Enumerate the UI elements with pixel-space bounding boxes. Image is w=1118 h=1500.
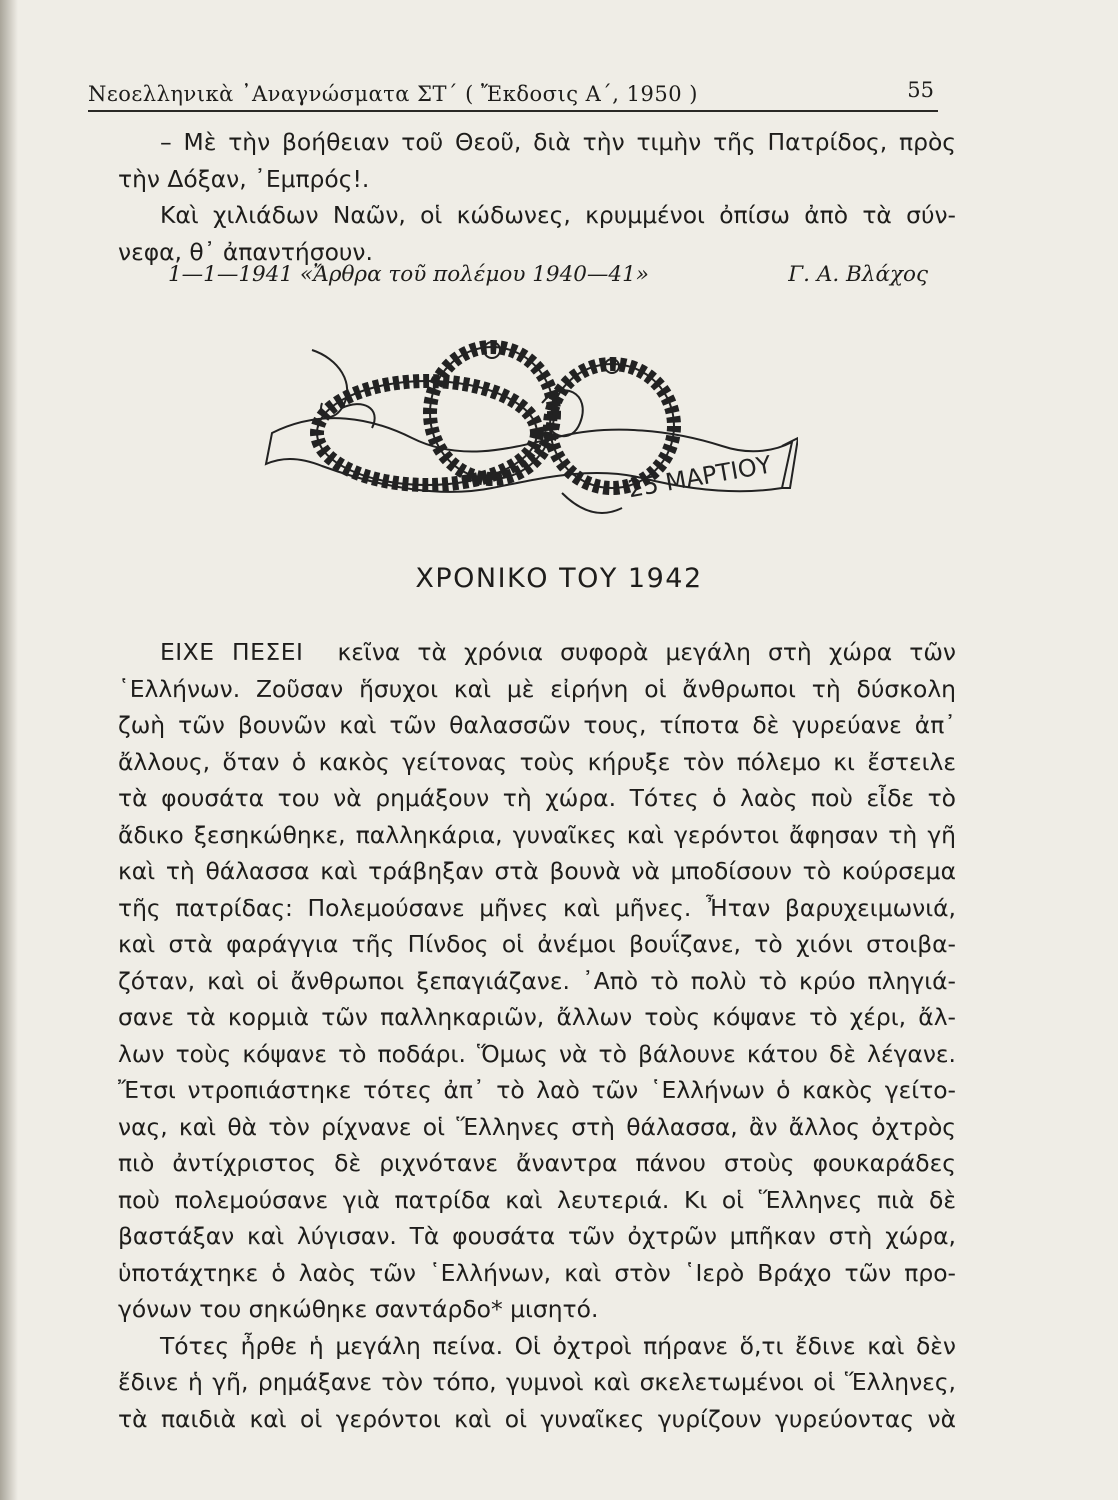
text-line: καὶ στὰ φαράγγια τῆς Πίνδος οἱ ἀνέμοι βουΐζανε, τὸ χιόνι στοιβα- <box>118 930 956 958</box>
text-line: καὶ τὴ θάλασσα καὶ τράβηξαν στὰ βουνὰ νὰ μποδίσουν τὸ κούρσεμα <box>118 857 956 885</box>
article-body <box>118 634 956 1437</box>
page-number: 55 <box>907 78 934 102</box>
text-line: ἄδικο ξεσηκώθηκε, παλληκάρια, γυναῖκες καὶ γερόντοι ἄφησαν τὴ γῆ <box>118 820 956 849</box>
wreath-ribbon-icon <box>262 338 798 534</box>
text-line: ὑποτάχτηκε ὁ λαὸς τῶν ῾Ελλήνων, καὶ στὸν ῾Ιερὸ Βράχο τῶν προ- <box>118 1258 956 1287</box>
text-line: ποὺ πολεμούσανε γιὰ πατρίδα καὶ λευτεριά. Κι οἱ Ἕλληνες πιὰ δὲ <box>118 1185 956 1214</box>
text-line: ἔδινε ἡ γῆ, ρημάξανε τὸν τόπο, γυμνοὶ καὶ σκελετωμένοι οἱ Ἕλληνες, <box>118 1368 956 1396</box>
text-line: Καὶ χιλιάδων Ναῶν, οἱ κώδωνες, κρυμμένοι ὀπίσω ἀπὸ τὰ σύν- <box>160 201 956 229</box>
running-header <box>88 70 938 112</box>
date-source: 1—1—1941 «Ἄρθρα τοῦ πολέμου 1940—41» <box>168 262 649 287</box>
text-line: ζόταν, καὶ οἱ ἄνθρωποι ξεπαγιάζανε. ᾽Απὸ τὸ πολὺ τὸ κρύο πληγιά- <box>118 966 956 995</box>
text-line: τὰ παιδιὰ καὶ οἱ γερόντοι καὶ οἱ γυναῖκες γυρίζουν γυρεύοντας νὰ <box>118 1404 956 1433</box>
text-line: – Μὲ τὴν βοήθειαν τοῦ Θεοῦ, διὰ τὴν τιμὴν τῆς Πατρίδος, πρὸς <box>160 128 956 156</box>
text-line: τὰ φουσάτα του νὰ ρημάξουν τὴ χώρα. Τότες ὁ λαὸς ποὺ εἶδε τὸ <box>118 784 956 812</box>
author-signature: Γ. Α. Βλάχος <box>788 262 928 287</box>
article-title: ΧΡΟΝΙΚΟ ΤΟΥ 1942 <box>415 563 703 594</box>
text-line: πιὸ ἀντίχριστος δὲ ριχνότανε ἄναντρα πάνου στοὺς φουκαράδες <box>118 1149 956 1177</box>
text-line: ῾Ελλήνων. Ζοῦσαν ἥσυχοι καὶ μὲ εἰρήνη οἱ ἄνθρωποι τὴ δύσκολη <box>118 674 956 703</box>
ribbon-text: 25 ΜΑΡΤΙΟΥ <box>625 450 774 504</box>
text-line: Τότες ἦρθε ἡ μεγάλη πείνα. Οἱ ὀχτροὶ πήρανε ὅ,τι ἔδινε καὶ δὲν <box>160 1331 956 1360</box>
running-title: Νεοελληνικὰ ᾽Αναγνώσματα ΣΤ΄ ( Ἔκδοσις Α΄, 1950 ) <box>88 82 698 106</box>
text-line: νεφα, θ᾽ ἀπαντήσουν. <box>118 237 373 266</box>
text-line: τῆς πατρίδας: Πολεμούσανε μῆνες καὶ μῆνες. Ἦταν βαρυχειμωνιά, <box>118 893 956 922</box>
text-line: ζωὴ τῶν βουνῶν καὶ τῶν θαλασσῶν τους, τίποτα δὲ γυρεύανε ἀπ᾽ <box>118 711 956 739</box>
previous-section-ending <box>118 124 956 270</box>
text-line: ἄλλους, ὅταν ὁ κακὸς γείτονας τοὺς κήρυξε τὸν πόλεμο κι ἔστειλε <box>118 747 956 776</box>
text-line: λων τοὺς κόψανε τὸ ποδάρι. Ὅμως νὰ τὸ βάλουνε κάτου δὲ λέγανε. <box>118 1039 956 1068</box>
text-line: βαστάξαν καὶ λύγισαν. Τὰ φουσάτα τῶν ὀχτρῶν μπῆκαν στὴ χώρα, <box>118 1222 956 1250</box>
text-line: σανε τὰ κορμιὰ τῶν παλληκαριῶν, ἄλλων τοὺς κόψανε τὸ χέρι, ἄλ- <box>118 1003 956 1031</box>
text-line: νας, καὶ θὰ τὸν ρίχνανε οἱ Ἕλληνες στὴ θάλασσα, ἂν ἄλλος ὀχτρὸς <box>118 1112 956 1141</box>
text-line: γόνων του σηκώθηκε σαντάρδο* μισητό. <box>118 1295 599 1323</box>
text-line: ΕΙΧΕ ΠΕΣΕΙ κεῖνα τὰ χρόνια συφορὰ μεγάλη στὴ χώρα τῶν <box>160 638 956 666</box>
text-line: Ἔτσι ντροπιάστηκε τότες ἀπ᾽ τὸ λαὸ τῶν ῾Ελλήνων ὁ κακὸς γείτο- <box>118 1076 956 1104</box>
opening-caps: ΕΙΧΕ ΠΕΣΕΙ <box>160 638 304 666</box>
text-line: τὴν Δόξαν, ᾽Εμπρός!. <box>118 164 370 193</box>
